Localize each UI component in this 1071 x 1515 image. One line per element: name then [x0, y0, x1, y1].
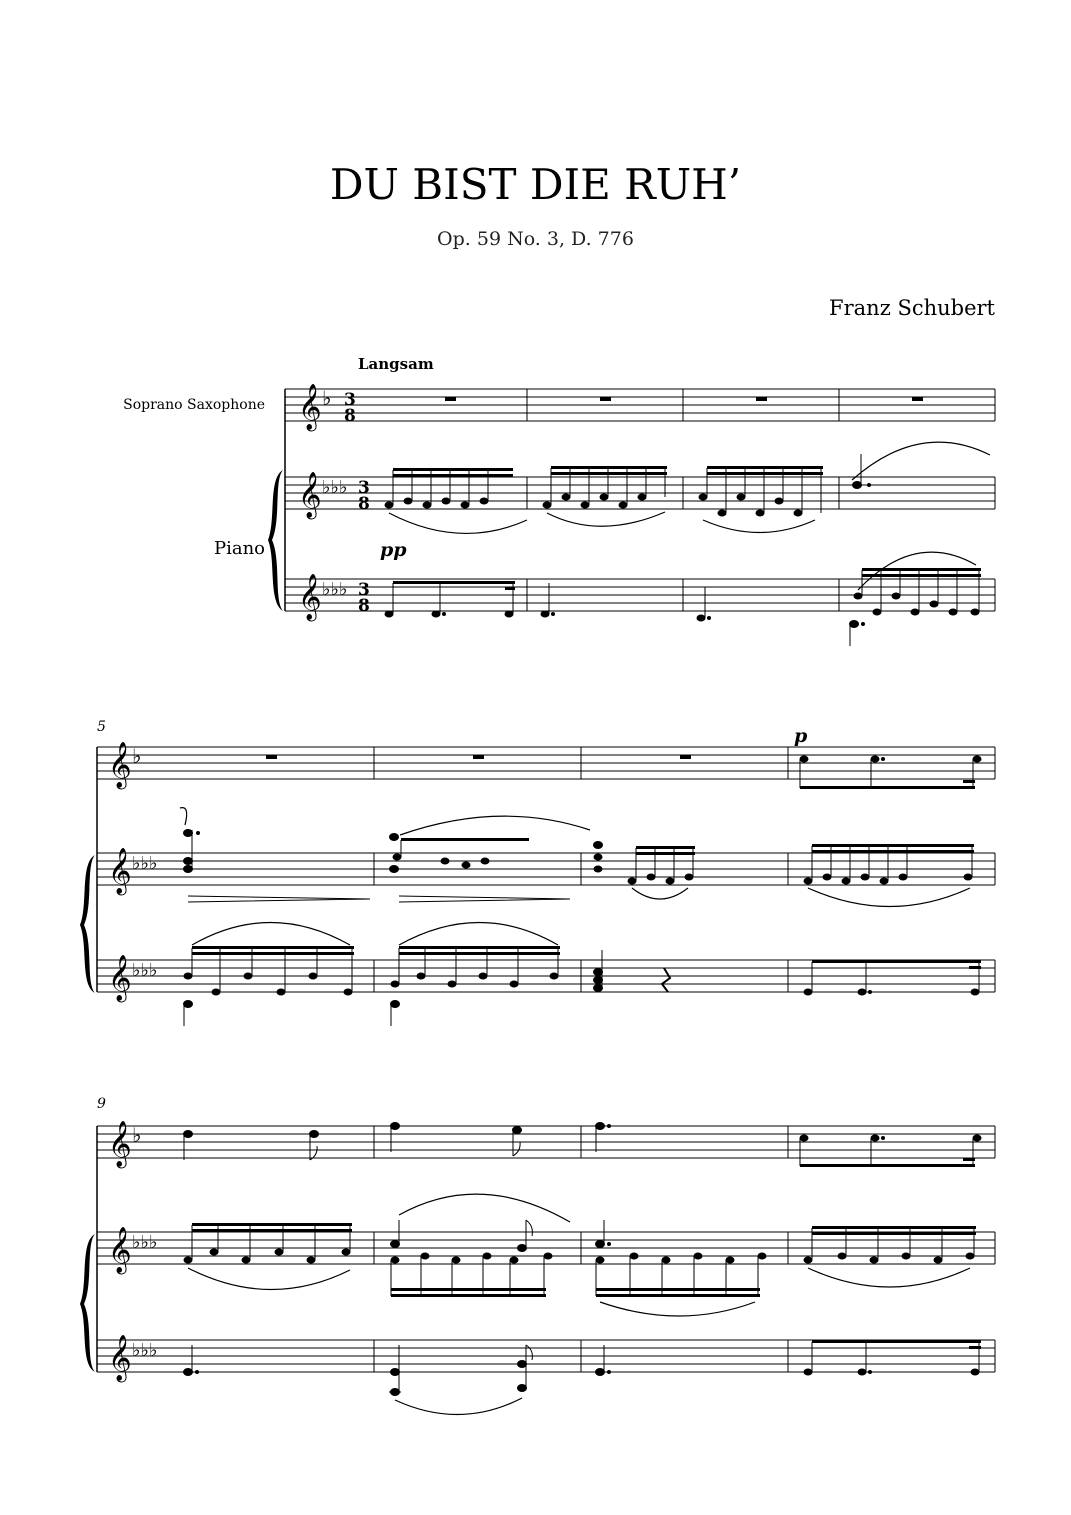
treble-clef-icon: 𝄞: [108, 1227, 132, 1273]
sax-notes-m8: [800, 756, 981, 789]
whole-rests: [445, 397, 923, 401]
slurs-sys1: [389, 442, 990, 533]
flat-sign-icon: ♭: [132, 744, 142, 768]
piano-lower-staff: [285, 579, 995, 611]
sax-staff: [285, 389, 995, 421]
piano-lower-staff: [97, 1340, 995, 1372]
key-signature-flats-icon: ♭♭♭: [322, 477, 348, 498]
piano-treble-staff: [97, 853, 995, 885]
sax-staff: [97, 1126, 995, 1158]
instrument-label-piano: Piano: [213, 538, 265, 559]
piece-title: DU BIST DIE RUH’: [329, 160, 742, 209]
treble-clef-icon: 𝄞: [108, 955, 132, 1001]
key-signature-flats-icon: ♭♭♭: [132, 960, 158, 981]
treble-clef-icon: 𝄞: [298, 472, 322, 518]
piano-lower-staff: [97, 960, 995, 992]
svg-text:8: 8: [358, 596, 370, 616]
dynamic-pp: pp: [380, 539, 407, 561]
treble-clef-icon: 𝄞: [108, 848, 132, 894]
piano-treble-notes-sys2: [184, 830, 975, 903]
treble-clef-icon: 𝄞: [298, 574, 322, 620]
svg-text:8: 8: [344, 406, 356, 426]
dynamic-p: p: [794, 725, 808, 747]
whole-rests: [266, 755, 691, 759]
piano-lower-notes-sys2: [184, 946, 982, 1026]
opus-subtitle: Op. 59 No. 3, D. 776: [437, 228, 634, 250]
treble-clef-icon: 𝄞: [298, 384, 322, 430]
piano-brace: [268, 470, 283, 611]
svg-text:3: 3: [344, 390, 356, 410]
svg-text:8: 8: [358, 494, 370, 514]
key-signature-flats-icon: ♭♭♭: [132, 1340, 158, 1361]
key-signature-flats-icon: ♭♭♭: [132, 1232, 158, 1253]
treble-clef-icon: 𝄞: [108, 1121, 132, 1167]
key-signature-flats-icon: ♭♭♭: [132, 853, 158, 874]
treble-clef-icon: 𝄞: [108, 742, 132, 788]
key-signature-flats-icon: ♭♭♭: [322, 579, 348, 600]
treble-clef-icon: 𝄞: [108, 1335, 132, 1381]
svg-text:3: 3: [358, 580, 370, 600]
composer-name: Franz Schubert: [829, 296, 995, 320]
piano-brace: [80, 855, 95, 993]
svg-text:3: 3: [358, 478, 370, 498]
flat-sign-icon: ♭: [132, 1123, 142, 1147]
sax-notes-sys3: [184, 1123, 982, 1168]
sax-staff: [97, 747, 995, 779]
piano-brace: [80, 1234, 95, 1372]
tempo-marking: Langsam: [358, 355, 434, 373]
flat-sign-icon: ♭: [322, 386, 332, 410]
measure-number: 5: [97, 719, 106, 735]
instrument-label-sax: Soprano Saxophone: [123, 397, 265, 413]
measure-number: 9: [97, 1096, 106, 1112]
